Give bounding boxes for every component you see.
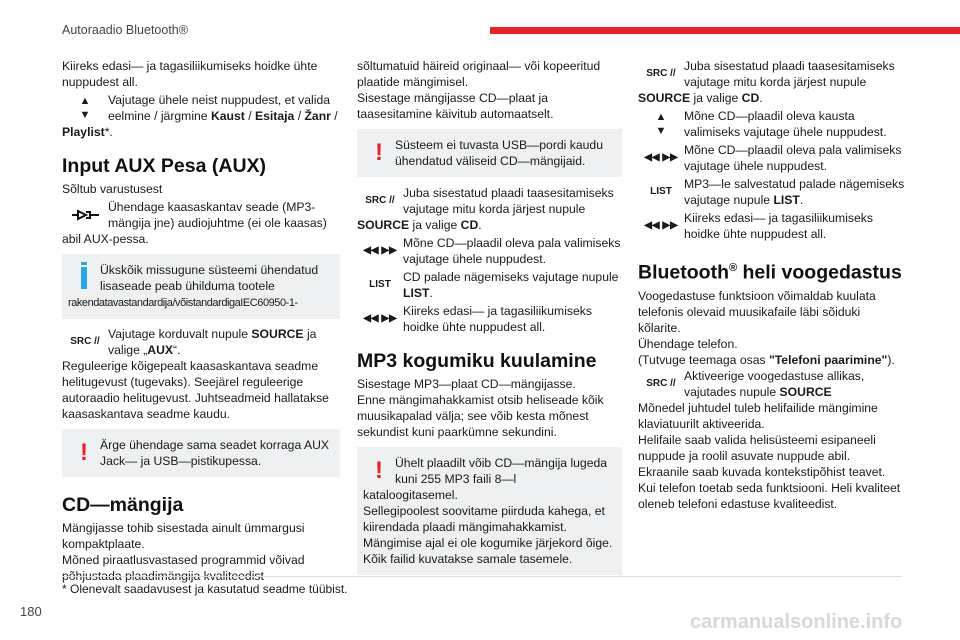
header-accent-bar: [490, 27, 960, 34]
warning-box: ! Ühelt plaadilt võib CD—mängija lugeda kuni 255 MP3 faili 8—l kataloogitasemel. Sellegipoolest soovitame piirduda kahega, et kiirendada plaadi mängimahakkamist. Mängimise ajal ei ole kogumike järjekord õige. Kõik failid kuvatakse samale tasemele.: [357, 447, 622, 575]
paragraph: Mängijasse tohib sisestada ainult ümmargusi kompaktplaate.: [62, 521, 305, 551]
paragraph: Sõltub varustusest: [62, 182, 163, 196]
source-instruction: SRC // Juba sisestatud plaadi taasesitamiseks vajutage mitu korda järjest nupule SOURCE ja valige CD.: [357, 186, 614, 232]
paragraph: Kui telefon toetab seda funktsiooni. Heli kvaliteet oleneb telefoni edastuse kvaliteedist.: [638, 480, 901, 511]
heading-cd: CD—mängija: [62, 494, 184, 516]
track-instruction: ◀◀ ▶▶ Mõne CD—plaadil oleva pala valimiseks vajutage ühele nuppudest.: [357, 235, 622, 267]
page-number: 180: [20, 604, 42, 619]
paragraph: Sisestage mängijasse CD—plaat ja taasesitamine käivitub automaatselt.: [357, 91, 554, 121]
warning-icon: !: [80, 439, 88, 466]
heading-mp3: MP3 kogumiku kuulamine: [357, 350, 597, 372]
seek-buttons-icon: ◀◀ ▶▶: [644, 220, 678, 231]
folder-instruction: ▲ ▼ Vajutage ühele neist nuppudest, et valida eelmine / järgmine Kaust / Esitaja / Žanr / Playlist*.: [62, 93, 338, 139]
paragraph: Voogedastuse funktsioon võimaldab kuulata telefonis olevaid muusikafaile läbi sõiduki kõlarite.: [638, 288, 876, 335]
column-2: [357, 58, 622, 582]
source-instruction: SRC // Aktiveerige voogedastuse allikas, vajutades nupule SOURCE: [638, 368, 906, 400]
list-button-icon: LIST: [369, 279, 391, 290]
paragraph: Mõned piraatlusvastased programmid võivad põhjustada plaadimängija kvaliteedist: [62, 553, 305, 583]
column-3: [638, 58, 906, 512]
paragraph: Reguleerige kõigepealt kaasaskantava seadme helitugevust (tugevaks). Seejärel reguleerige autoraadio helitugevust. Juhtseadmeid hallatakse kaasaskantava seadme kaudu.: [62, 359, 329, 421]
info-box: Ükskõik missugune süsteemi ühendatud lisaseade peab ühilduma tootele rakendatavastandardija/võistandardigaIEC60950-1-: [62, 254, 340, 319]
fast-forward-instruction: ◀◀ ▶▶ Kiireks edasi— ja tagasiliikumiseks hoidke ühte nuppudest all.: [357, 303, 622, 335]
aux-instruction: Ühendage kaasaskantav seade (MP3-mängija jne) audiojuhtme (ei ole kaasas) abil AUX-pessa.: [62, 200, 327, 246]
warning-box: ! Ärge ühendage sama seadet korraga AUX Jack— ja USB—pistikupessa.: [62, 429, 340, 477]
up-down-arrows-icon: ▲ ▼: [79, 95, 91, 121]
seek-buttons-icon: ◀◀ ▶▶: [363, 313, 397, 324]
footnote-divider: [62, 576, 902, 577]
track-instruction: ◀◀ ▶▶ Mõne CD—plaadil oleva pala valimiseks vajutage ühele nuppudest.: [638, 142, 906, 174]
source-instruction: SRC // Vajutage korduvalt nupule SOURCE ja valige „AUX“.: [62, 326, 340, 358]
warning-icon: !: [375, 139, 383, 166]
seek-buttons-icon: ◀◀ ▶▶: [363, 245, 397, 256]
watermark: carmanualsonline.info: [690, 611, 903, 633]
warning-box: ! Süsteem ei tuvasta USB—pordi kaudu ühendatud väliseid CD—mängijaid.: [357, 129, 622, 177]
paragraph: Sisestage MP3—plaat CD—mängijasse.: [357, 377, 576, 391]
folder-instruction: ▲ ▼ Mõne CD—plaadil oleva kausta valimiseks vajutage ühele nuppudest.: [638, 108, 906, 140]
source-button-icon: SRC //: [646, 377, 676, 389]
source-instruction: SRC // Juba sisestatud plaadi taasesitamiseks vajutage mitu korda järjest nupule SOURCE ja valige CD.: [638, 59, 895, 105]
heading-bluetooth: Bluetooth® heli voogedastus: [638, 261, 902, 284]
info-icon: [68, 262, 100, 294]
paragraph: Ekraanile saab kuvada kontekstipõhist teavet.: [638, 464, 886, 479]
list-button-icon: LIST: [650, 186, 672, 197]
heading-aux: Input AUX Pesa (AUX): [62, 155, 267, 177]
paragraph: Ühendage telefon.: [638, 336, 738, 351]
paragraph: Kiireks edasi— ja tagasiliikumiseks hoidke ühte nuppudest all.: [62, 59, 318, 89]
fast-forward-instruction: ◀◀ ▶▶ Kiireks edasi— ja tagasiliikumiseks hoidke ühte nuppudest all.: [638, 210, 906, 242]
paragraph: sõltumatuid häireid originaal— või kopeeritud plaatide mängimisel.: [357, 59, 601, 89]
aux-jack-icon: [62, 199, 108, 231]
source-button-icon: SRC //: [70, 336, 100, 347]
footnote: * Olenevalt saadavusest ja kasutatud seadme tüübist.: [62, 582, 348, 596]
source-button-icon: SRC //: [365, 195, 395, 206]
paragraph: Mõnedel juhtudel tuleb helifailide mängimine klaviatuurilt aktiveerida.: [638, 400, 878, 431]
paragraph: (Tutvuge teemaga osas "Telefoni paarimine").: [638, 352, 895, 367]
seek-buttons-icon: ◀◀ ▶▶: [644, 152, 678, 163]
list-instruction: LIST CD palade nägemiseks vajutage nupule LIST.: [357, 269, 622, 301]
column-1: [62, 58, 340, 584]
paragraph: Helifaile saab valida helisüsteemi esipaneeli nuppude ja roolil asuvate nuppude abil.: [638, 432, 876, 463]
running-header: Autoraadio Bluetooth®: [62, 23, 188, 37]
list-instruction: LIST MP3—le salvestatud palade nägemiseks vajutage nupule LIST.: [638, 176, 906, 208]
source-button-icon: SRC //: [646, 68, 676, 79]
warning-icon: !: [375, 457, 383, 484]
up-down-arrows-icon: ▲ ▼: [655, 111, 667, 137]
paragraph: Enne mängimahakkamist otsib heliseade kõik muusikapalad välja; see võib kesta mõnest sekundist kuni paarkümne sekundini.: [357, 393, 604, 439]
